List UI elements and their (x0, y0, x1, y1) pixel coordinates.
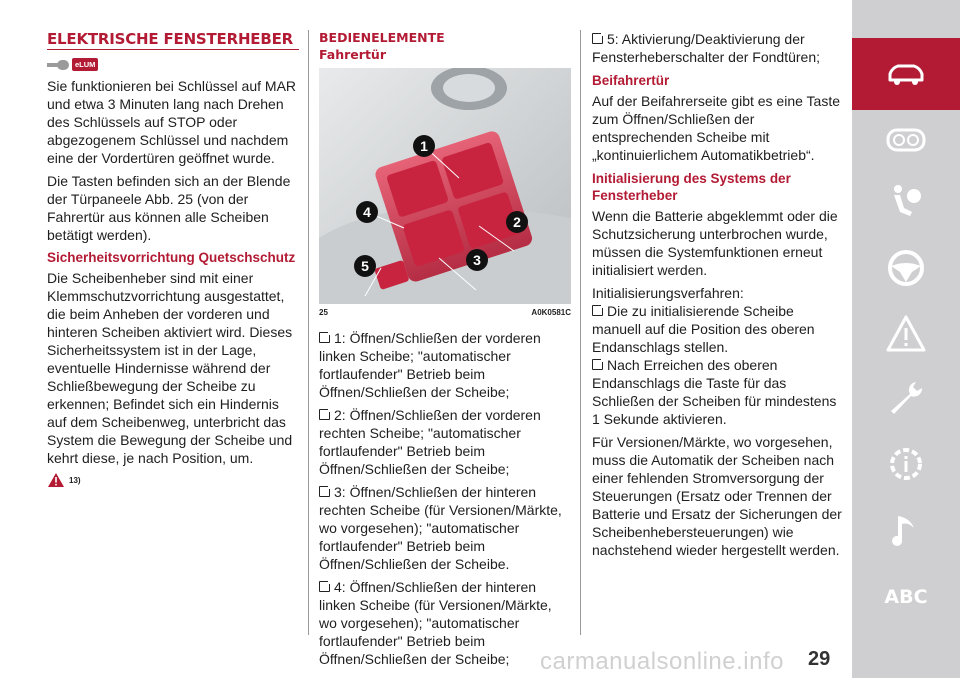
page-number: 29 (808, 648, 831, 670)
list-item: Nach Erreichen des oberen Endanschlags die Taste für das Schließen der Scheiben für mindestens 1 Sekunde aktivieren. (592, 357, 837, 427)
subsection-heading: Initialisierung des Systems der Fensterheber (592, 171, 791, 203)
bullet-icon (319, 486, 330, 497)
list-item: 1: Öffnen/Schließen der vorderen linken Scheibe; "automatischer fortlaufender" Betrieb beim Öffnen/Schließen der Scheibe; (319, 330, 541, 400)
paragraph: Die Scheibenheber sind mit einer Klemmschutzvorrichtung ausgestattet, die beim Anheben der vorderen und hinteren Scheiben aktiviert wird. Dieses Sicherheitssystem ist in der Lage, eventuelle Hindernisse während der Schließbewegung der Scheibe zu erkennen; Befindet sich ein Hindernis auf dem Scheibenweg, unterbricht das System die Bewegung der Scheibe und kehrt diese, je nach Position, um. (47, 270, 293, 466)
bullet-icon (592, 33, 603, 44)
car-icon[interactable] (886, 54, 926, 94)
section-heading: BEDIENELEMENTE (319, 30, 445, 45)
bullet-icon (319, 581, 330, 592)
paragraph: Die Tasten befinden sich an der Blende der Türpaneele Abb. 25 (von der Fahrertür aus können alle Scheiben betätigt werden). (47, 173, 291, 243)
callout-4: 4 (363, 204, 371, 220)
figure-code: A0K0581C (531, 308, 571, 317)
bullet-icon (319, 409, 330, 420)
warning-triangle-icon[interactable] (886, 314, 926, 354)
wrench-icon[interactable] (886, 378, 926, 418)
figure-window-switch-panel (319, 68, 571, 304)
paragraph: Sie funktionieren bei Schlüssel auf MAR und etwa 3 Minuten lang nach Drehen des Schlüssels auf STOP oder abgezogenem Schlüssel und nachdem eine der Vordertüren geöffnet wurde. (47, 78, 297, 166)
warning-ref-number: 13) (69, 475, 81, 485)
steering-wheel-icon[interactable] (886, 248, 926, 288)
paragraph: Für Versionen/Märkte, wo vorgesehen, muss die Automatik der Scheiben nach einer fehlenden Stromversorgung der Steuerungen (Ersatz oder Trennen der Batterie und Ersatz der Sicherungen der Scheibenhebersteuerungen) wie nachstehend wieder hergestellt werden. (592, 434, 842, 558)
section-title: ELEKTRISCHE FENSTERHEBER (47, 30, 299, 50)
dashboard-gauges-icon[interactable] (886, 120, 926, 160)
middle-column (319, 30, 571, 673)
right-column (592, 30, 842, 564)
bullet-icon (592, 359, 603, 370)
paragraph: Initialisierungsverfahren: (592, 285, 744, 301)
list-item: Die zu initialisierende Scheibe manuell auf die Position des oberen Endanschlags stellen. (592, 303, 815, 355)
availability-badges (47, 58, 299, 71)
airbag-safety-icon[interactable] (886, 182, 926, 222)
subsection-heading: Sicherheitsvorrichtung Quetschschutz (47, 250, 296, 265)
column-divider (308, 30, 309, 635)
callout-3: 3 (473, 252, 481, 268)
list-item: 2: Öffnen/Schließen der vorderen rechten Scheibe; "automatischer fortlaufender" Betrieb beim Öffnen/Schließen der Scheibe; (319, 407, 541, 477)
warning-icon (47, 472, 65, 488)
callout-2: 2 (513, 214, 521, 230)
left-column (47, 30, 299, 488)
paragraph: Auf der Beifahrerseite gibt es eine Taste zum Öffnen/Schließen der entsprechenden Scheibe mit „kontinuierlichem Automatikbetrieb“. (592, 93, 841, 163)
key-icon (47, 60, 69, 70)
subsection-heading: Fahrertür (319, 47, 386, 62)
elum-badge: eLUM (72, 58, 98, 71)
bullet-icon (319, 332, 330, 343)
column-divider (580, 30, 581, 635)
bullet-icon (592, 305, 603, 316)
warning-reference (47, 472, 299, 488)
subsection-heading: Beifahrertür (592, 73, 670, 88)
figure-number: 25 (319, 308, 328, 317)
watermark: carmanualsonline.info (540, 648, 784, 675)
callout-1: 1 (420, 138, 428, 154)
switch-panel-illustration (319, 68, 571, 304)
chapter-sidebar (852, 0, 960, 678)
list-item: 3: Öffnen/Schließen der hinteren rechten Scheibe (für Versionen/Märkte, wo vorgesehen); "automatischer fortlaufender" Betrieb beim Öffnen/Schließen der Scheibe. (319, 484, 562, 572)
paragraph: Wenn die Batterie abgeklemmt oder die Schutzsicherung unterbrochen wurde, müssen die Systemfunktionen erneut initialisiert werden. (592, 208, 838, 278)
technical-data-gear-icon[interactable] (886, 444, 926, 484)
callout-5: 5 (361, 258, 369, 274)
figure-caption (319, 308, 571, 317)
index-abc-label[interactable]: ABC (884, 586, 928, 608)
list-item: 5: Aktivierung/Deaktivierung der Fensterheberschalter der Fondtüren; (592, 31, 821, 65)
music-note-icon[interactable] (886, 512, 926, 552)
list-item: 4: Öffnen/Schließen der hinteren linken Scheibe (für Versionen/Märkte, wo vorgesehen); "automatischer fortlaufender" Betrieb beim Öffnen/Schließen der Scheibe; (319, 579, 552, 667)
